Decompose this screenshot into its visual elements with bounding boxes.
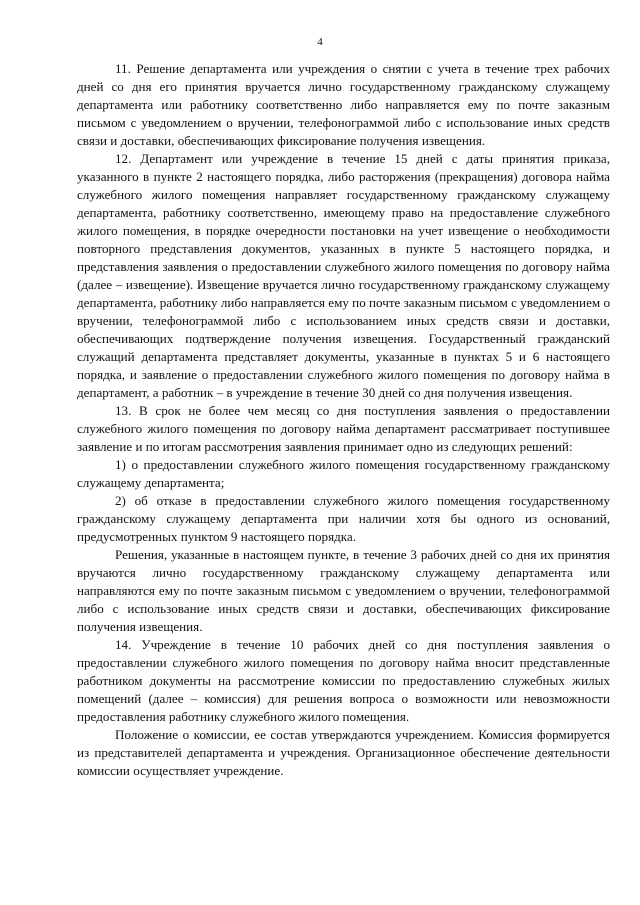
paragraph-13: 13. В срок не более чем месяц со дня поступления заявления о предоставлении служебного жилого помещения по договору найма департамент рассматривает поступившее заявление и по итогам рассмотрения заявления принимает одно из следующих решений: [77, 403, 610, 454]
document-body [77, 60, 610, 780]
paragraph-12: 12. Департамент или учреждение в течение 15 дней с даты принятия приказа, указанного в пункте 2 настоящего порядка, либо расторжения (прекращения) договора найма служебного жилого помещения направляет государственному гражданскому служащему департамента, работнику соответственно, имеющему право на предоставление служебного жилого помещения, в порядке очередности постановки на учет извещение о необходимости повторного представления документов, указанных в пункте 5 настоящего порядка, и представления заявления о предоставлении служебного жилого помещения по договору найма (далее – извещение). Извещение вручается лично государственному гражданскому служащему департамента, работнику либо направляется ему по почте заказным письмом с уведомлением о вручении, телефонограммой либо с использованием иных средств связи и доставки, обеспечивающих подтверждение получения извещения. Государственный гражданский служащий департамента представляет документы, указанные в пунктах 5 и 6 настоящего порядка, и заявление о предоставлении служебного жилого помещения по договору найма в департамент, а работник – в учреждение в течение 30 дней со дня получения извещения. [77, 151, 610, 400]
paragraph-14-commission: Положение о комиссии, ее состав утверждаются учреждением. Комиссия формируется из представителей департамента и учреждения. Организационное обеспечение деятельности комиссии осуществляет учреждение. [77, 727, 610, 778]
paragraph-14: 14. Учреждение в течение 10 рабочих дней со дня поступления заявления о предоставлении служебного жилого помещения по договору найма вносит представленные работником документы на рассмотрение комиссии по предоставлению служебных жилых помещений (далее – комиссия) для решения вопроса о возможности или невозможности предоставления работнику служебного жилого помещения. [77, 637, 610, 724]
paragraph-13-item-2: 2) об отказе в предоставлении служебного жилого помещения государственному гражданскому служащему департамента при наличии хотя бы одного из оснований, предусмотренных пунктом 9 настоящего порядка. [77, 493, 610, 544]
paragraph-13-item-1: 1) о предоставлении служебного жилого помещения государственному гражданскому служащему департамента; [77, 457, 610, 490]
paragraph-11: 11. Решение департамента или учреждения о снятии с учета в течение трех рабочих дней со дня его принятия вручается лично государственному гражданскому служащему департамента или работнику соответственно либо направляется ему по почте заказным письмом с уведомлением о вручении, телефонограммой либо с использование иных средств связи и доставки, обеспечивающих фиксирование получения извещения. [77, 61, 610, 148]
paragraph-13-decisions: Решения, указанные в настоящем пункте, в течение 3 рабочих дней со дня их принятия вручаются лично государственному гражданскому служащему департамента или направляются ему по почте заказным письмом с уведомлением о вручении, телефонограммой либо с использование иных средств связи и доставки, обеспечивающих фиксирование получения извещения. [77, 547, 610, 634]
page-number: 4 [317, 36, 323, 48]
